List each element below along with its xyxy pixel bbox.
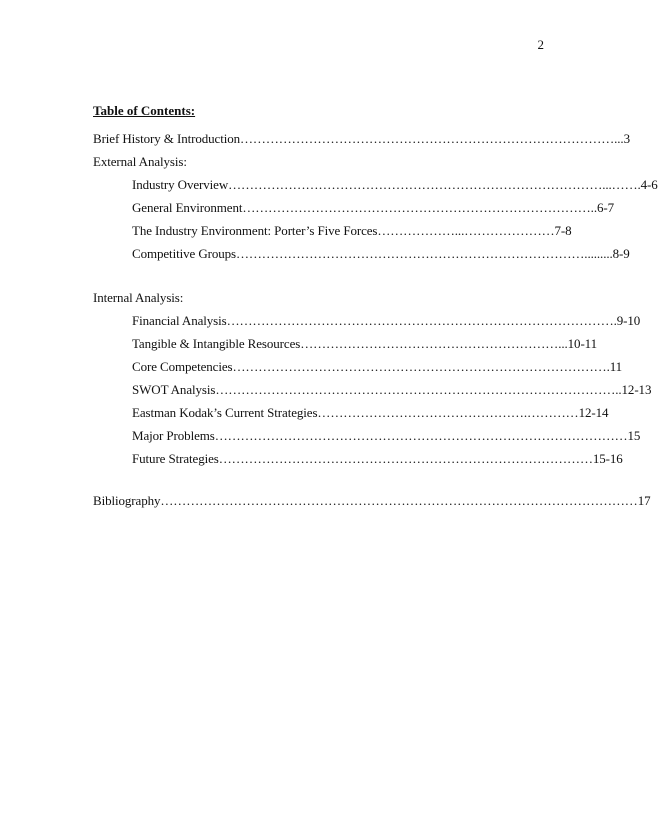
- toc-entry-general-environment: General Environment………………………………………………………………………..6-7: [132, 200, 614, 215]
- toc-entry-industry-overview: Industry Overview……………………………………………………………………………...…….4-6: [132, 177, 658, 192]
- toc-entry-financial-analysis: Financial Analysis……………………………………………………………………………….9-10: [132, 313, 641, 328]
- toc-title: Table of Contents:: [93, 103, 196, 118]
- toc-section-internal-analysis: Internal Analysis:: [93, 290, 184, 305]
- toc-entry-core-competencies: Core Competencies…………………………………………………………………………….11: [132, 359, 623, 374]
- toc-entry-competitive-groups: Competitive Groups……………………………………………………………………….........8-9: [132, 246, 630, 261]
- toc-entry-major-problems: Major Problems……………………………………………………………………………………15: [132, 428, 641, 443]
- toc-entry-swot-analysis: SWOT Analysis…………………………………………………………………………………..12-13: [132, 382, 652, 397]
- toc-entry-bibliography: Bibliography…………………………………………………………………………………………………17: [93, 493, 651, 508]
- toc-entry-tangible-intangible-resources: Tangible & Intangible Resources……………………………………………………...10-11: [132, 336, 597, 351]
- toc-entry-brief-history: Brief History & Introduction……………………………………………………………………………...3: [93, 131, 630, 146]
- page-number: 2: [537, 37, 544, 52]
- toc-section-external-analysis: External Analysis:: [93, 154, 187, 169]
- toc-entry-future-strategies: Future Strategies……………………………………………………………………………15-16: [132, 451, 623, 466]
- toc-entry-current-strategies: Eastman Kodak’s Current Strategies………………………………………….…………12-14: [132, 405, 609, 420]
- toc-entry-porters-five-forces: The Industry Environment: Porter’s Five Forces………………...…………………7-8: [132, 223, 572, 238]
